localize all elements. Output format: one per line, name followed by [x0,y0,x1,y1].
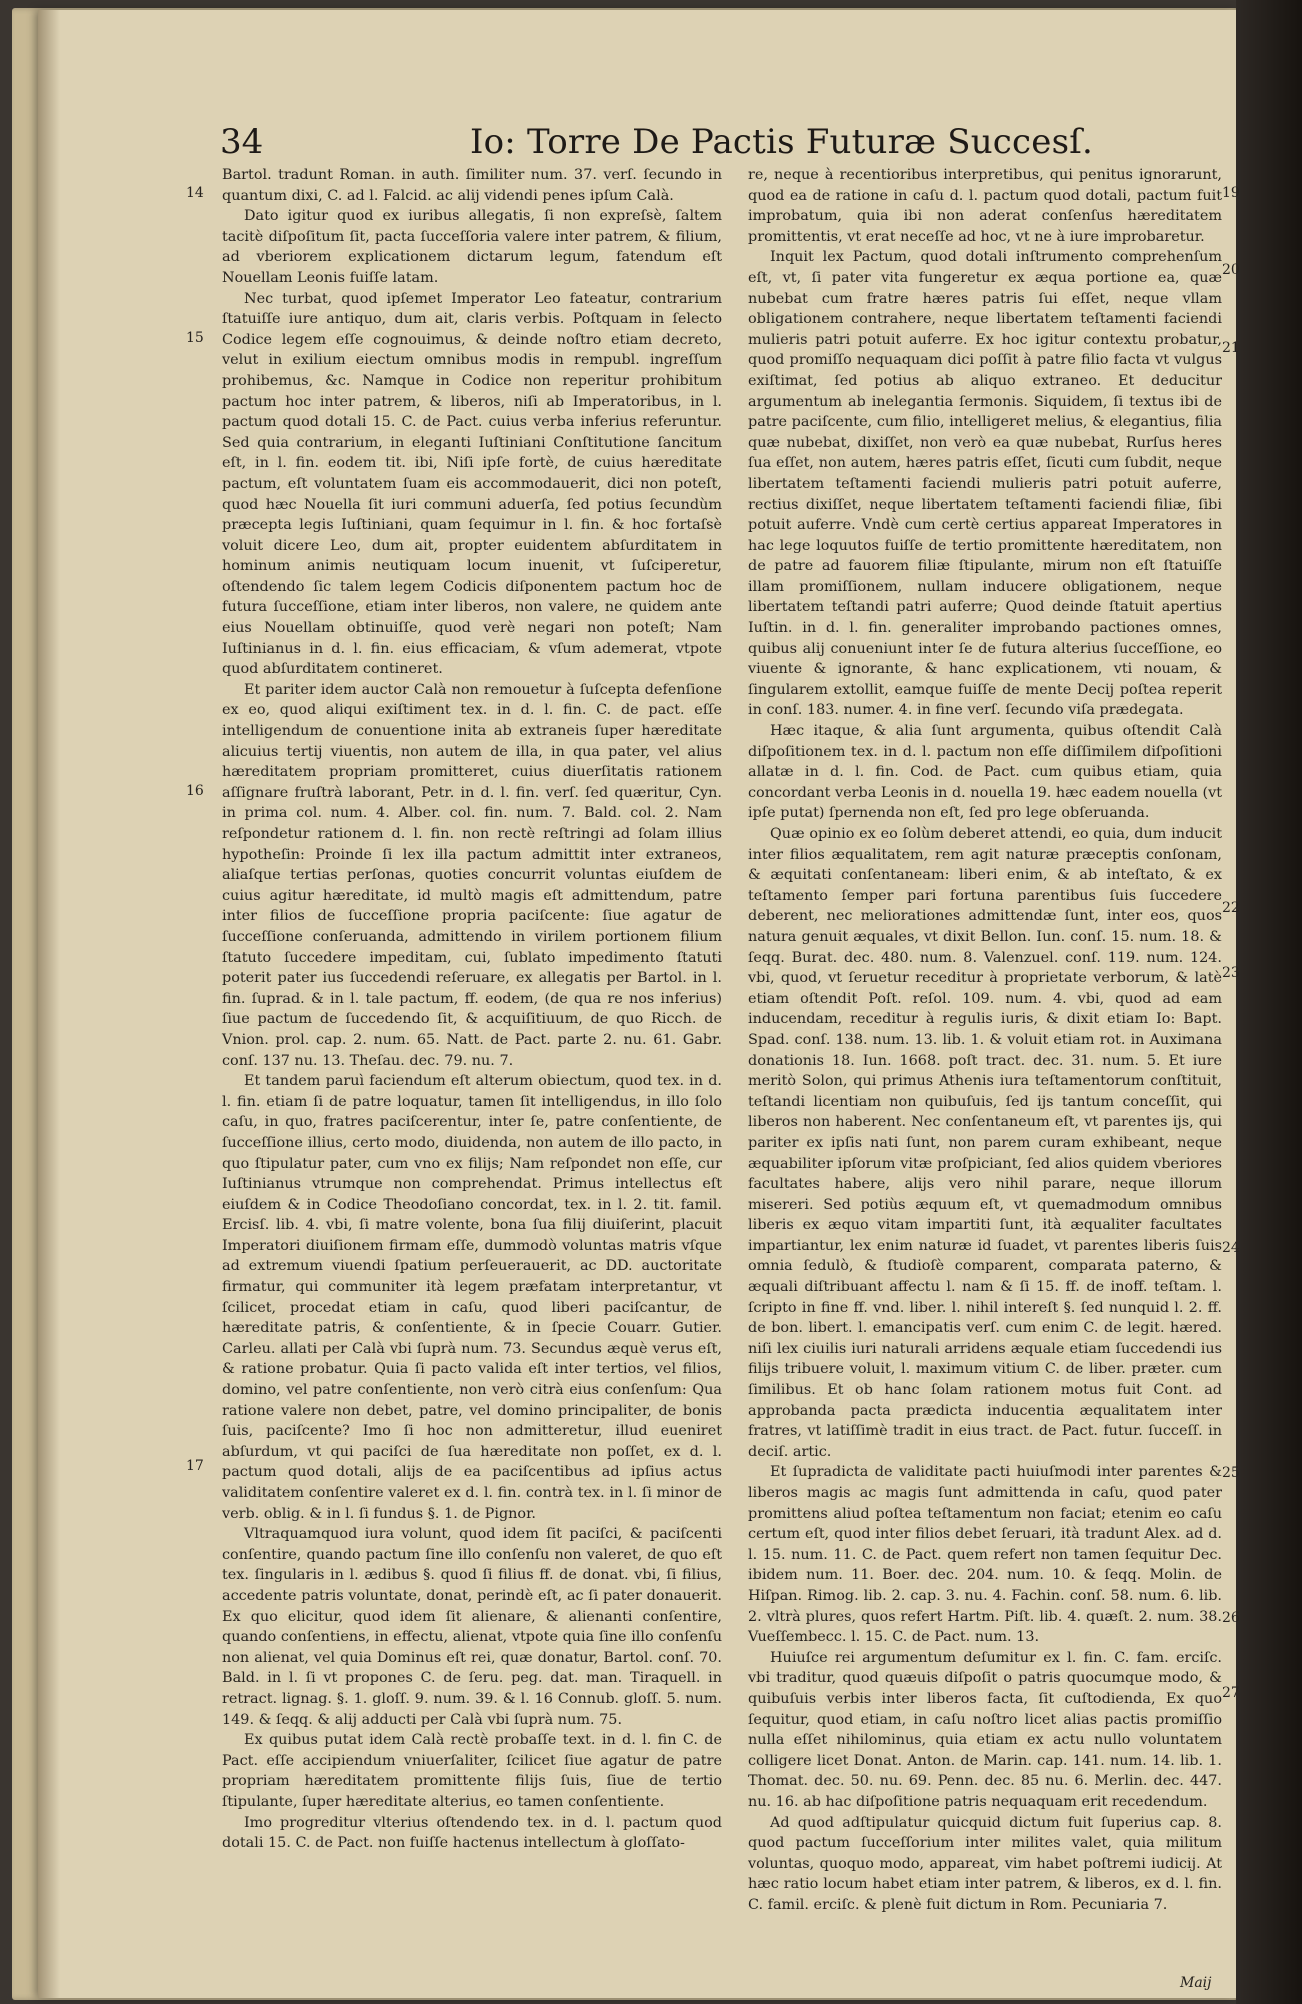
paragraph: Et ſupradicta de validitate pacti huiuſmodi inter parentes & liberos magis ac magis ſunt admittenda in caſu, quod pater promittens aliud poſtea teſtamentum non faciat; etenim eo caſu certum eſt, quod inter filios debet ſeruari, ità tradunt Alex. ad d. l. 15. num. 11. C. de Pact. quem refert non tamen ſequitur Dec. ibidem num. 11. Boer. dec. 204. num. 10. & ſeqq. Molin. de Hiſpan. Rimog. lib. 2. cap. 3. nu. 4. Fachin. conſ. 58. num. 6. lib. 2. vltrà plures, quos refert Hartm. Piſt. lib. 4. quæſt. 2. num. 38. Vueſſembecc. l. 15. C. de Pact. num. 13. [748,1464,1222,1646]
running-title: Io: Torre De Pactis Futuræ Succesſ. [470,122,1094,162]
right-column [748,165,1222,1915]
marginal-number: 20 [1222,262,1240,278]
marginal-number: 19 [1222,185,1240,201]
marginal-number: 27 [1222,1685,1240,1701]
marginal-number: 25 [1222,1465,1240,1481]
marginal-number: 14 [186,185,204,201]
paragraph: Et tandem paruì faciendum eſt alterum obiectum, quod tex. in d. l. fin. etiam ſi de patre loquatur, tamen ſit intelligendus, in illo ſolo caſu, in quo, fratres paciſcerentur, inter ſe, patre conſentiente, de ſucceſſione illius, certo modo, diuidenda, non autem de illo pacto, in quo ſtipulatur pater, cum vno ex filijs; Nam reſpondet non eſſe, cur Iuſtinianus vtrumque non comprehendat. Primus intellectus eſt eiuſdem & in Codice Theodoſiano concordat, tex. in l. 2. tit. famil. Ercisſ. lib. 4. vbi, ſi matre volente, bona ſua filij diuiſerint, placuit Imperatori diuiſionem firmam eſſe, dummodò voluntas matris vſque ad extremum viuendi ſpatium perſeuerauerit, ac DD. auctoritate firmatur, qui communiter ità legem præfatam interpretantur, vt ſcilicet, procedat etiam in caſu, quod liberi paciſcantur, de hæreditate patris, & conſentiente, & in ſpecie Couarr. Gutier. Carleu. allati per Calà vbi ſuprà num. 73. Secundus æquè verus eſt, & ratione probatur. Quia ſi pacto valida eſt inter tertios, vel filios, domino, vel patre conſentiente, non verò citrà eius conſenſum: Qua ratione valere non debet, patre, vel domino principaliter, de bonis ſuis, paciſcente? Imo ſi hoc non admitteretur, illud eueniret abſurdum, vt qui paciſci de ſua hæreditate non poſſet, ex d. l. pactum quod dotali, alijs de ea paciſcentibus ad ipſius actus validitatem conſentire valeret ex d. l. fin. contrà tex. in l. ſi minor de verb. oblig. & in l. ſi fundus §. 1. de Pignor. [222,1073,722,1522]
marginal-number: 16 [186,783,204,799]
marginal-number: 15 [186,330,204,346]
paragraph: Nec turbat, quod ipſemet Imperator Leo fateatur, contrarium ſtatuiſſe iure antiquo, dum ait, claris verbis. Poſtquam in ſelecto Codice legem eſſe cognouimus, & deinde noſtro etiam decreto, velut in exilium eiectum omnibus modis in rempubl. ingreſſum prohibemus, &c. Namque in Codice non reperitur prohibitum pactum hoc inter patrem, & liberos, niſi ab Imperatoribus, in l. pactum quod dotali 15. C. de Pact. cuius verba inferius referuntur. Sed quia contrarium, in eleganti Iuſtiniani Conſtitutione ſancitum eſt, in l. fin. eodem tit. ibi, Niſi ipſe fortè, de cuius hæreditate pactum, eſt voluntatem ſuam eis accommodauerit, dici non poteſt, quod hæc Nouella ſit iuri communi aduerſa, ſed potius ſecundùm præcepta legis Iuſtiniani, quam ſequimur in l. fin. & hoc fortaſsè voluit dicere Leo, dum ait, propter euidentem abſurditatem in hominum animis neutiquam locum inuenit, vt ſuſciperetur, oſtendendo ſic talem legem Codicis diſponentem pactum hoc de futura ſucceſſione, etiam inter liberos, non valere, ne quidem ante eius Nouellam obtinuiſſe, quod verè negari non poteſt; Nam Iuſtinianus in d. l. fin. eius efficaciam, & vſum ademerat, vtpote quod abſurditatem contineret. [222,290,722,678]
paragraph: Bartol. tradunt Roman. in auth. ſimiliter num. 37. verſ. ſecundo in quantum dixi, C. ad l. Falcid. ac alij videndi penes ipſum Calà. [222,167,722,204]
marginal-number: 26 [1222,1610,1240,1626]
paragraph: re, neque à recentioribus interpretibus, qui penitus ignorarunt, quod ea de ratione in caſu d. l. pactum quod dotali, pactum fuit improbatum, quia ibi non aderat conſenſus hæreditatem promittentis, vt erat neceſſe ad hoc, vt ne à iure improbaretur. [748,167,1222,245]
paragraph: Imo progreditur vlterius oſtendendo tex. in d. l. pactum quod dotali 15. C. de Pact. non fuiſſe hactenus intellectum à gloſſato- [222,1814,722,1852]
paragraph: Ex quibus putat idem Calà rectè probaſſe text. in d. l. fin C. de Pact. eſſe accipiendum vniuerſaliter, ſcilicet ſiue agatur de patre propriam hæreditatem promittente filijs ſuis, ſiue de tertio ſtipulante, ſuper hæreditate alterius, eo tamen conſentiente. [222,1732,722,1810]
marginal-number: 23 [1222,965,1240,981]
book-edge [1236,0,1302,2004]
paragraph: Inquit lex Pactum, quod dotali inſtrumento comprehenſum eſt, vt, ſi pater vita fungeretur ex æqua portione ea, quæ nubebat cum fratre hæres patris ſui eſſet, neque vllam obligationem contrahere, neque libertatem teſtamenti faciendi mulieris patri potuit auferre. Ex hoc igitur contextu probatur, quod promiſſo nequaquam dici poſſit à patre filio facta vt vulgus exiſtimat, ſed potius ab aliquo extraneo. Et deducitur argumentum ab inelegantia ſermonis. Siquidem, ſi textus ibi de patre paciſcente, cum filio, intelligeret melius, & elegantius, filia quæ nubebat, dixiſſet, non verò ea quæ nubebat, Rurſus heres ſua eſſet, non autem, hæres patris eſſet, ſicuti cum ſubdit, neque libertatem teſtamenti faciendi mulieris patri potuit auferre, rectius dixiſſet, neque libertatem teſtamenti faciendi filiæ, ſibi potuit auferre. Vndè cum certè certius appareat Imperatores in hac lege loquutos fuiſſe de tertio promittente hæreditatem, non de patre ad fauorem filiæ ſtipulante, mirum non eſt ſtatuiſſe illam promiſſionem, nullam inducere obligationem, neque libertatem teſtandi patri auferre; Quod deinde ſtatuit apertius Iuſtin. in d. l. fin. generaliter improbando pactiones omnes, quibus alij conueniunt inter ſe de futura alterius ſucceſſione, eo viuente & ignorante, & hanc explicationem, vti nouam, & ſingularem extollit, eamque fuiſſe de mente Decij poſtea reperit in conſ. 183. numer. 4. in fine verſ. ſecundo viſa prædegata. [748,249,1222,719]
left-column [222,165,722,1854]
paragraph: Quæ opinio ex eo ſolùm deberet attendi, eo quia, dum inducit inter filios æqualitatem, rem agit naturæ præceptis conſonam, & æquitati conſentaneam: liberi enim, & ab inteſtato, & ex teſtamento ſemper pari fortuna parentibus ſuis ſuccedere deberent, nec meliorationes admittendæ ſunt, inter eos, quos natura genuit æquales, vt dixit Bellon. Iun. conſ. 15. num. 18. & ſeqq. Burat. dec. 480. num. 8. Valenzuel. conſ. 119. num. 124. vbi, quod, vt ſeruetur receditur à proprietate verborum, & latè etiam oſtendit Poſt. reſol. 109. num. 4. vbi, quod ad eam inducendam, receditur à regulis iuris, & dixit etiam Io: Bapt. Spad. conſ. 138. num. 13. lib. 1. & voluit etiam rot. in Auximana donationis 18. Iun. 1668. poſt tract. dec. 31. num. 5. Et iure meritò Solon, qui primus Athenis iura teſtamentorum conſtituit, teſtandi licentiam non quibuſuis, ſed ijs tantum conceſſit, qui liberos non haberent. Nec conſentaneum eſt, vt parentes ijs, qui pariter ex ipſis nati ſunt, non parem curam exhibeant, neque æquabiliter ipſorum vitæ proſpiciant, ſed alios quidem vberiores facultates habere, alijs vero nihil parare, neque illorum misereri. Sed potiùs æquum eſt, vt quemadmodum omnibus liberis ex æquo vitam impartiti ſunt, ità æqualiter facultates impartiantur, lex enim naturæ id ſuadet, vt parentes liberis ſuis omnia ſedulò, & ſtudioſè comparent, comparata paterno, & æquali diſtribuant affectu l. nam & ſi 15. ff. de inoff. teſtam. l. ſcripto in fine ff. vnd. liber. l. nihil intereſt §. ſed nunquid l. 2. ff. de bon. libert. l. emancipatis verſ. cum enim C. de legit. hæred. niſi lex ciuilis iuri naturali arridens æquale etiam ſuccedendi ius filijs tribuere voluit, l. maximum vitium C. de liber. præter. cum ſimilibus. Et ob hanc ſolam rationem motus fuit Cont. ad approbanda pacta prædicta inducentia æqualitatem inter fratres, vt latiſſimè tradit in eius tract. de Pact. futur. ſucceſſ. in deciſ. artic. [748,826,1222,1460]
paragraph: Huiuſce rei argumentum deſumitur ex l. fin. C. fam. erciſc. vbi traditur, quod quæuis diſpoſit o patris quocumque modo, & quibuſuis verbis inter liberos facta, ſit cuſtodienda, Ex quo ſequitur, quod etiam, in caſu noſtro licet alias pactis promiſſio nulla eſſet nihilominus, quia etiam ex actu nullo voluntatem colligere licet Donat. Anton. de Marin. cap. 141. num. 14. lib. 1. Thomat. dec. 50. nu. 69. Penn. dec. 85 nu. 6. Merlin. dec. 447. nu. 16. ab hac diſpoſitione patris nequaquam erit recedendum. [748,1649,1222,1810]
marginal-number: 21 [1222,340,1240,356]
paragraph: Vltraquamquod iura volunt, quod idem ſit paciſci, & paciſcenti conſentire, quando pactum ſine illo conſenſu non valeret, de quo eſt tex. ſingularis in l. ædibus §. quod ſi filius ff. de donat. vbi, ſi filius, accedente patris voluntate, donat, perindè eſt, ac ſi pater donauerit. Ex quo elicitur, quod idem ſit alienare, & alienanti conſentire, quando conſentiens, in effectu, alienat, vtpote quia ſine illo conſenſu non alienat, vel quia Dominus eſt rei, quæ donatur, Bartol. conſ. 70. Bald. in l. ſi vt propones C. de ſeru. peg. dat. man. Tiraquell. in retract. lignag. §. 1. gloſſ. 9. num. 39. & l. 16 Connub. gloſſ. 5. num. 149. & ſeqq. & alij adducti per Calà vbi ſuprà num. 75. [222,1526,722,1728]
paragraph: Dato igitur quod ex iuribus allegatis, ſi non expreſsè, ſaltem tacitè diſpoſitum ſit, pacta ſucceſſoria valere inter patrem, & filium, ad vberiorem explicationem dictarum legum, fatendum eſt Nouellam Leonis fuiſſe latam. [222,208,722,286]
catchword: Maij [1180,1975,1212,1991]
page-gutter-shadow [38,10,60,1998]
marginal-number: 24 [1222,1240,1240,1256]
paragraph: Et pariter idem auctor Calà non remouetur à ſuſcepta defenſione ex eo, quod aliqui exiſtiment tex. in d. l. fin. C. de pact. eſſe intelligendum de conuentione inita ab extraneis ſuper hæreditate alicuius tertij viuentis, non autem de illa, in qua pater, vel alius hæreditatem propriam promitteret, cuius diuerſitatis rationem aſſignare fruſtrà laborant, Petr. in d. l. fin. verſ. ſed quæritur, Cyn. in prima col. num. 4. Alber. col. fin. num. 7. Bald. col. 2. Nam reſpondetur rationem d. l. fin. non rectè reſtringi ad ſolam illius hypotheſin: Proinde ſi lex illa pactum admittit inter extraneos, aliaſque tertias perſonas, quoties concurrit voluntas eiuſdem de cuius agitur hæreditate, id multò magis eſt admittendum, patre inter filios de ſucceſſione propria paciſcente: ſiue agatur de ſucceſſione conſeruanda, admittendo in virilem portionem filium ſtatuto ſuccedere impeditam, cui, ſublato impedimento ſtatuti poterit pater ius ſuccedendi reſeruare, ex allegatis per Bartol. in l. fin. ſuprad. & in l. tale pactum, ff. eodem, (de qua re nos inferius) ſiue pactum de ſuccedendo ſit, & acquiſitiuum, de quo Ricch. de Vnion. prol. cap. 2. num. 65. Natt. de Pact. parte 2. nu. 61. Gabr. conſ. 137 nu. 13. Theſau. dec. 79. nu. 7. [222,681,722,1069]
marginal-number: 17 [186,1458,204,1474]
page-number: 34 [220,122,264,162]
paragraph: Hæc itaque, & alia ſunt argumenta, quibus oſtendit Calà diſpoſitionem tex. in d. l. pactum non eſſe diſſimilem diſpoſitioni allatæ in d. l. fin. Cod. de Pact. cum quibus etiam, quia concordant verba Leonis in d. nouella 19. hæc eadem nouella (vt ipſe putat) ſpernenda non eſt, ſed pro lege obſeruanda. [748,723,1222,822]
marginal-number: 22 [1222,900,1240,916]
paragraph: Ad quod adſtipulatur quicquid dictum fuit ſuperius cap. 8. quod pactum ſucceſſorium inter milites valet, quia militum voluntas, quoquo modo, appareat, vim habet poſtremi iudicij. At hæc ratio locum habet etiam inter patrem, & liberos, ex d. l. fin. C. famil. erciſc. & plenè fuit dictum in Rom. Pecuniaria 7. [748,1814,1222,1913]
